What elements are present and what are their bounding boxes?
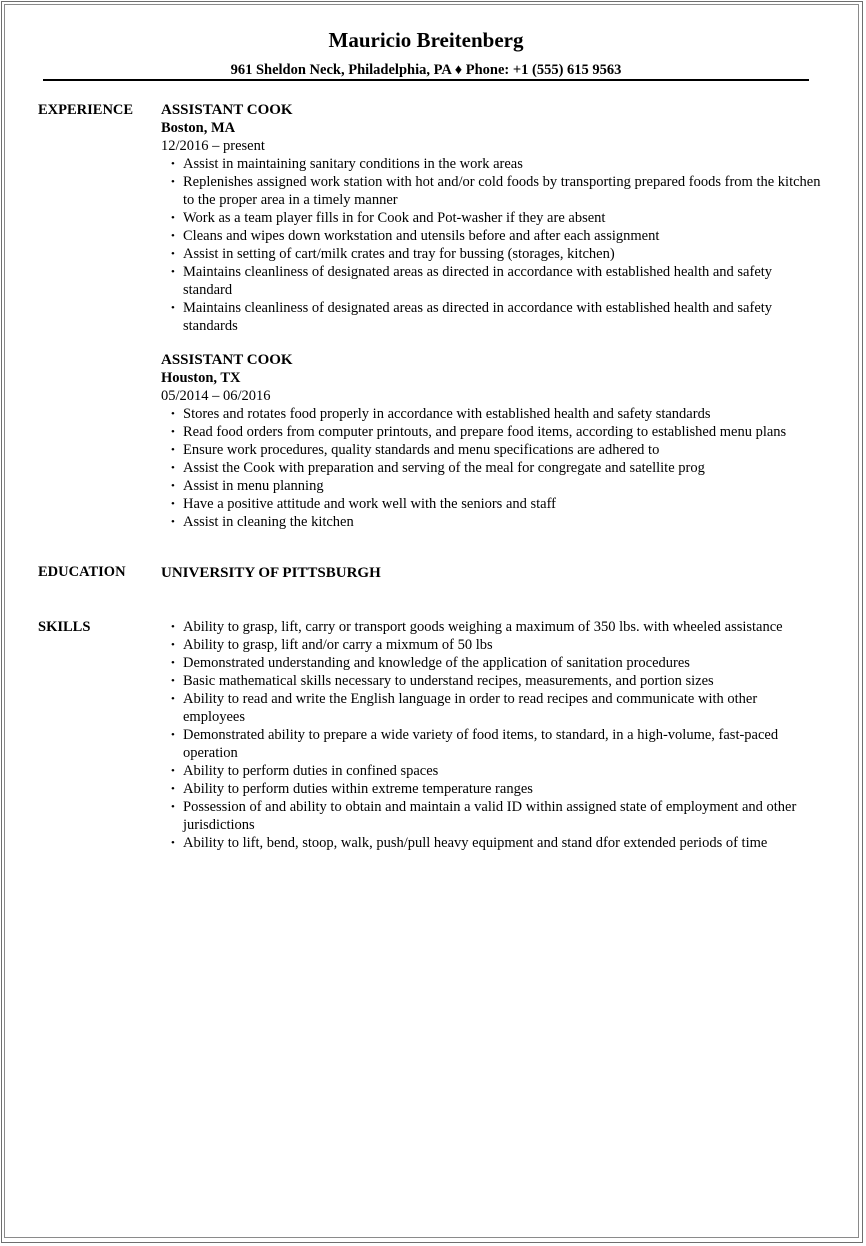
bullet-text: Have a positive attitude and work well with the seniors and staff [183,496,557,512]
job-title: ASSISTANT COOK [161,102,293,118]
skill-text: Ability to perform duties within extreme temperature ranges [183,781,533,797]
bullet-text: Maintains cleanliness of designated areas as directed in accordance with established health and safety standard [183,264,773,298]
bullet-item [161,155,821,173]
bullet-text: Read food orders from computer printouts, and prepare food items, according to established menu plans [183,424,787,440]
bullet-text: Work as a team player fills in for Cook and Pot-washer if they are absent [183,210,606,226]
bullet-text: Maintains cleanliness of designated areas as directed in accordance with established health and safety standards [183,300,773,334]
experience-body [161,101,821,531]
skills-body [161,618,821,852]
bullet-item [161,441,821,459]
bullet-item [161,423,821,441]
skill-text: Possession of and ability to obtain and maintain a valid ID within assigned state of employment and other jurisdictions [183,799,797,833]
header-divider [43,79,809,81]
bullet-item [161,263,821,299]
education-body [161,564,821,582]
skill-item [161,798,821,834]
job-entry [161,351,821,531]
bullet-icon: • [171,783,175,795]
skill-text: Ability to perform duties in confined spaces [183,763,439,779]
skill-item [161,780,821,798]
skill-item [161,762,821,780]
bullet-text: Replenishes assigned work station with hot and/or cold foods by transporting prepared foods from the kitchen to the proper area in a timely manner [183,174,821,208]
bullet-icon: • [171,302,175,314]
bullet-icon: • [171,480,175,492]
bullet-icon: • [171,765,175,777]
skills-list [161,618,821,852]
skill-item [161,834,821,852]
skill-item [161,726,821,762]
section-title-experience: EXPERIENCE [38,102,134,118]
job-bullets [161,405,821,531]
bullet-item [161,173,821,209]
skill-item [161,654,821,672]
bullet-icon: • [171,444,175,456]
bullet-text: Assist in cleaning the kitchen [183,514,354,530]
bullet-text: Cleans and wipes down workstation and utensils before and after each assignment [183,228,660,244]
skill-item [161,672,821,690]
skill-text: Ability to read and write the English language in order to read recipes and communicate with other employees [183,691,758,725]
skill-text: Ability to grasp, lift and/or carry a mixmum of 50 lbs [183,637,493,653]
bullet-item [161,495,821,513]
bullet-icon: • [171,248,175,260]
bullet-icon: • [171,516,175,528]
bullet-item [161,459,821,477]
bullet-item [161,245,821,263]
job-entry [161,101,821,335]
bullet-icon: • [171,621,175,633]
bullet-icon: • [171,462,175,474]
skill-text: Ability to lift, bend, stoop, walk, push/pull heavy equipment and stand dfor extended periods of time [183,835,768,851]
bullet-icon: • [171,212,175,224]
bullet-text: Stores and rotates food properly in accordance with established health and safety standards [183,406,711,422]
skill-text: Demonstrated understanding and knowledge of the application of sanitation procedures [183,655,690,671]
bullet-icon: • [171,657,175,669]
bullet-item [161,227,821,245]
bullet-icon: • [171,675,175,687]
bullet-icon: • [171,158,175,170]
job-title: ASSISTANT COOK [161,352,293,368]
section-title-skills: SKILLS [38,619,91,635]
bullet-icon: • [171,176,175,188]
bullet-text: Assist the Cook with preparation and serving of the meal for congregate and satellite prog [183,460,705,476]
bullet-icon: • [171,266,175,278]
bullet-icon: • [171,693,175,705]
bullet-item [161,513,821,531]
skill-item [161,618,821,636]
contact-line: 961 Sheldon Neck, Philadelphia, PA ♦ Phone: +1 (555) 615 9563 [230,62,622,78]
bullet-item [161,209,821,227]
job-dates: 05/2014 – 06/2016 [161,388,271,404]
bullet-text: Ensure work procedures, quality standards and menu specifications are adhered to [183,442,660,458]
skill-item [161,690,821,726]
skill-text: Basic mathematical skills necessary to understand recipes, measurements, and portion sizes [183,673,714,689]
candidate-name: Mauricio Breitenberg [328,28,524,52]
skill-text: Ability to grasp, lift, carry or transport goods weighing a maximum of 350 lbs. with wheeled assistance [183,619,783,635]
bullet-text: Assist in setting of cart/milk crates and tray for bussing (storages, kitchen) [183,246,615,262]
job-bullets [161,155,821,335]
job-dates: 12/2016 – present [161,138,265,154]
school-name: UNIVERSITY OF PITTSBURGH [161,565,381,581]
bullet-item [161,299,821,335]
bullet-icon: • [171,498,175,510]
bullet-text: Assist in maintaining sanitary conditions in the work areas [183,156,523,172]
job-location: Boston, MA [161,120,236,136]
bullet-icon: • [171,837,175,849]
bullet-icon: • [171,729,175,741]
section-title-education: EDUCATION [38,564,126,580]
skill-text: Demonstrated ability to prepare a wide variety of food items, to standard, in a high-volume, fast-paced operation [183,727,779,761]
bullet-icon: • [171,408,175,420]
bullet-icon: • [171,426,175,438]
bullet-item [161,477,821,495]
skill-item [161,636,821,654]
job-location: Houston, TX [161,370,241,386]
bullet-icon: • [171,801,175,813]
bullet-icon: • [171,230,175,242]
bullet-item [161,405,821,423]
bullet-icon: • [171,639,175,651]
bullet-text: Assist in menu planning [183,478,324,494]
